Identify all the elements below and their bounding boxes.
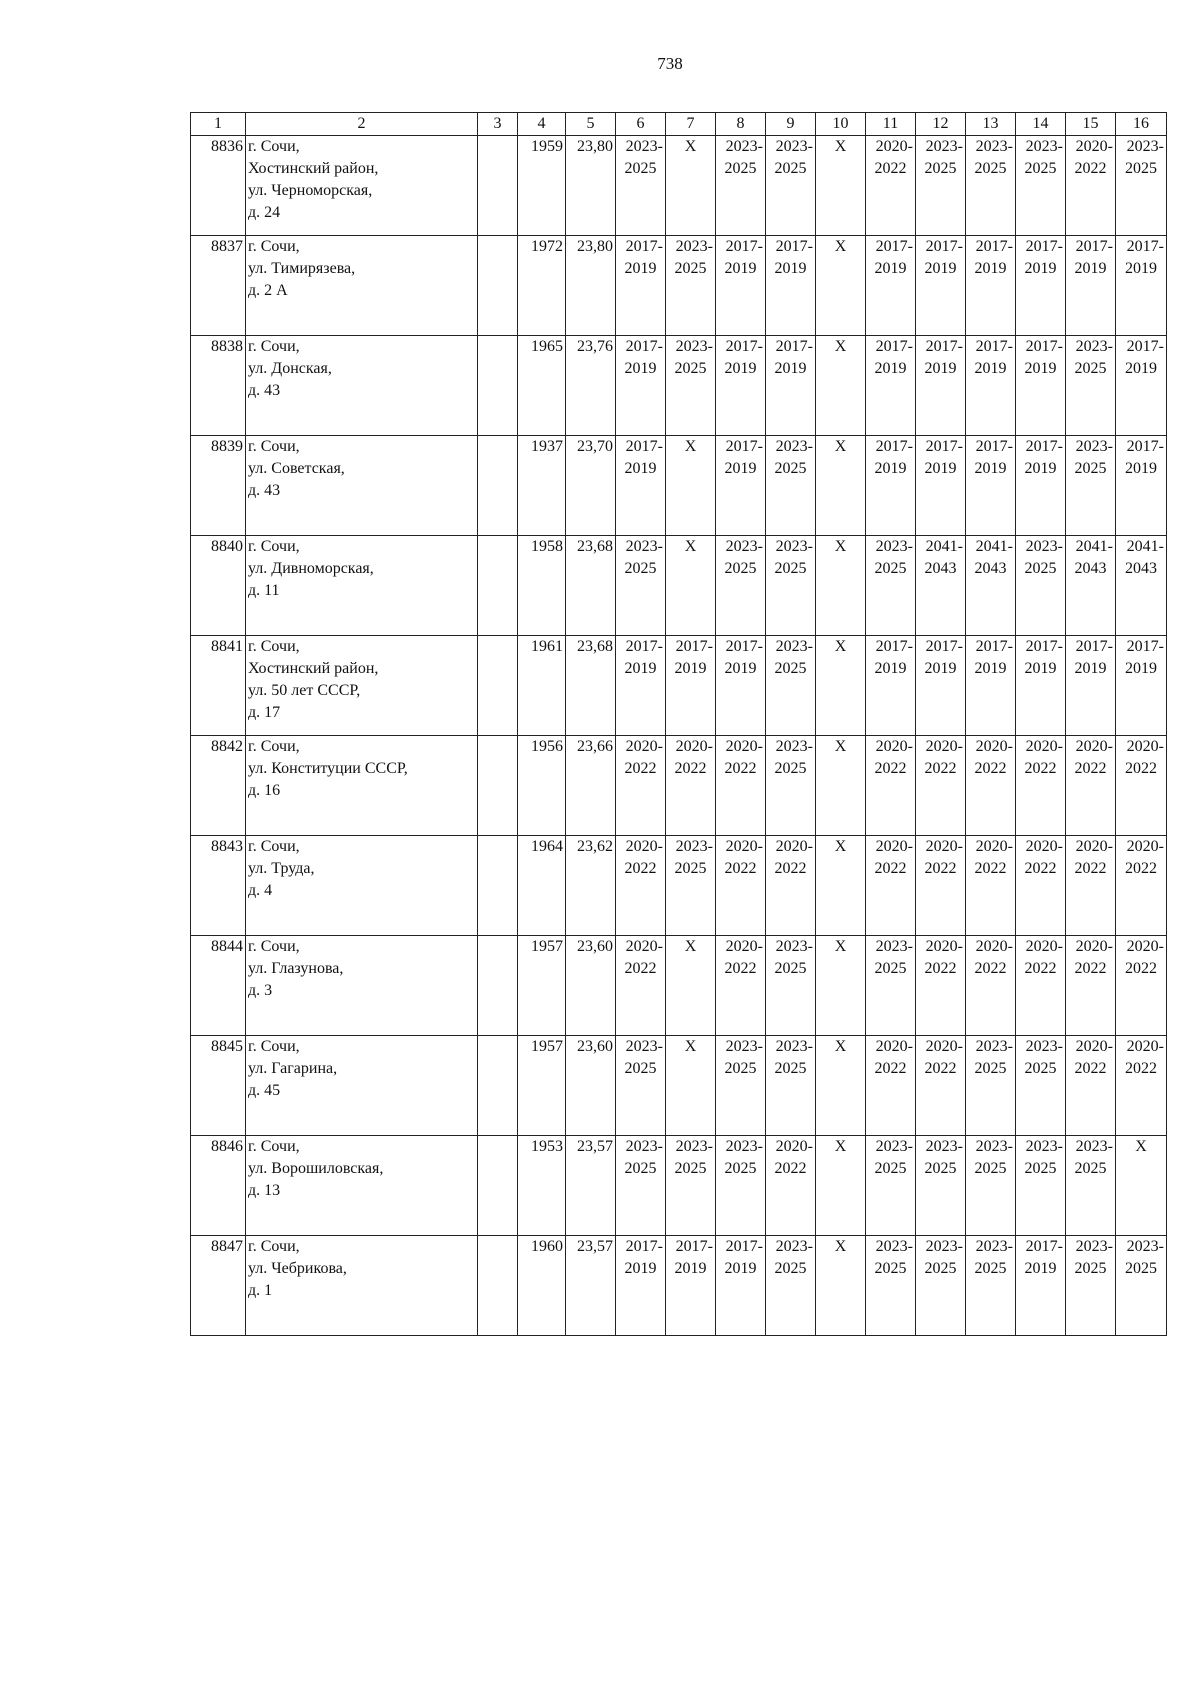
period-cell: 2023- 2025 bbox=[666, 836, 716, 936]
column-header-3: 3 bbox=[478, 113, 518, 136]
period-cell: 2023- 2025 bbox=[916, 136, 966, 236]
period-cell: 2017- 2019 bbox=[666, 1236, 716, 1336]
address-line: г. Сочи, bbox=[248, 1038, 300, 1055]
period-cell: 2023- 2025 bbox=[766, 536, 816, 636]
address-line: ул. Конституции СССР, bbox=[248, 760, 408, 777]
area-cell: 23,68 bbox=[566, 636, 616, 736]
address-cell bbox=[246, 136, 478, 236]
period-cell: 2023- 2025 bbox=[666, 236, 716, 336]
address-line: д. 43 bbox=[248, 482, 281, 499]
period-cell: X bbox=[816, 736, 866, 836]
address-line: д. 11 bbox=[248, 582, 280, 599]
period-cell: 2023- 2025 bbox=[616, 536, 666, 636]
period-cell: X bbox=[816, 936, 866, 1036]
area-cell: 23,68 bbox=[566, 536, 616, 636]
period-cell: 2017- 2019 bbox=[616, 636, 666, 736]
period-cell: 2023- 2025 bbox=[866, 536, 916, 636]
address-line: ул. Советская, bbox=[248, 460, 345, 477]
period-cell: 2023- 2025 bbox=[1066, 336, 1116, 436]
period-cell: 2020- 2022 bbox=[966, 836, 1016, 936]
period-cell: 2017- 2019 bbox=[616, 436, 666, 536]
period-cell: 2017- 2019 bbox=[716, 436, 766, 536]
address-line: ул. Чебрикова, bbox=[248, 1260, 347, 1277]
header-row bbox=[191, 113, 1167, 136]
period-cell: 2023- 2025 bbox=[666, 1136, 716, 1236]
period-cell: 2017- 2019 bbox=[866, 336, 916, 436]
period-cell: 2020- 2022 bbox=[866, 736, 916, 836]
address-line: г. Сочи, bbox=[248, 138, 300, 155]
column-header-7: 7 bbox=[666, 113, 716, 136]
period-cell: 2020- 2022 bbox=[966, 736, 1016, 836]
period-cell: 2020- 2022 bbox=[1116, 736, 1167, 836]
row-number: 8846 bbox=[191, 1136, 246, 1236]
column-header-5: 5 bbox=[566, 113, 616, 136]
table-row bbox=[191, 1136, 1167, 1236]
address-line: ул. Ворошиловская, bbox=[248, 1160, 384, 1177]
period-cell: 2023- 2025 bbox=[916, 1136, 966, 1236]
address-line: ул. Черноморская, bbox=[248, 182, 373, 199]
period-cell: 2023- 2025 bbox=[966, 1136, 1016, 1236]
column-header-2: 2 bbox=[246, 113, 478, 136]
period-cell: 2017- 2019 bbox=[916, 236, 966, 336]
column-header-13: 13 bbox=[966, 113, 1016, 136]
period-cell: 2023- 2025 bbox=[1016, 1136, 1066, 1236]
row-number: 8840 bbox=[191, 536, 246, 636]
period-cell: 2017- 2019 bbox=[866, 636, 916, 736]
period-cell: 2020- 2022 bbox=[1116, 936, 1167, 1036]
period-cell: 2023- 2025 bbox=[766, 1036, 816, 1136]
period-cell: 2023- 2025 bbox=[1016, 136, 1066, 236]
year-cell: 1957 bbox=[518, 1036, 566, 1136]
address-line: г. Сочи, bbox=[248, 1138, 300, 1155]
period-cell: 2017- 2019 bbox=[766, 336, 816, 436]
period-cell: 2020- 2022 bbox=[1066, 936, 1116, 1036]
period-cell: 2017- 2019 bbox=[1066, 636, 1116, 736]
row-number: 8838 bbox=[191, 336, 246, 436]
column-header-11: 11 bbox=[866, 113, 916, 136]
year-cell: 1965 bbox=[518, 336, 566, 436]
period-cell: 2023- 2025 bbox=[866, 936, 916, 1036]
address-cell bbox=[246, 936, 478, 1036]
period-cell: 2041- 2043 bbox=[1116, 536, 1167, 636]
address-cell bbox=[246, 836, 478, 936]
row-number: 8845 bbox=[191, 1036, 246, 1136]
year-cell: 1937 bbox=[518, 436, 566, 536]
period-cell: 2023- 2025 bbox=[866, 1136, 916, 1236]
table-row bbox=[191, 936, 1167, 1036]
period-cell: 2017- 2019 bbox=[716, 636, 766, 736]
period-cell: 2017- 2019 bbox=[716, 1236, 766, 1336]
column-header-8: 8 bbox=[716, 113, 766, 136]
period-cell: 2023- 2025 bbox=[716, 1136, 766, 1236]
period-cell: 2023- 2025 bbox=[966, 1236, 1016, 1336]
period-cell: 2017- 2019 bbox=[616, 336, 666, 436]
period-cell: 2017- 2019 bbox=[1016, 636, 1066, 736]
year-cell: 1956 bbox=[518, 736, 566, 836]
period-cell: 2017- 2019 bbox=[1066, 236, 1116, 336]
table-row bbox=[191, 336, 1167, 436]
period-cell: 2017- 2019 bbox=[966, 336, 1016, 436]
period-cell: 2020- 2022 bbox=[866, 136, 916, 236]
period-cell: 2023- 2025 bbox=[766, 936, 816, 1036]
row-number: 8844 bbox=[191, 936, 246, 1036]
empty-cell bbox=[478, 336, 518, 436]
period-cell: X bbox=[666, 136, 716, 236]
period-cell: 2017- 2019 bbox=[716, 336, 766, 436]
period-cell: 2023- 2025 bbox=[766, 736, 816, 836]
period-cell: 2017- 2019 bbox=[666, 636, 716, 736]
period-cell: 2023- 2025 bbox=[766, 636, 816, 736]
table-row bbox=[191, 1236, 1167, 1336]
period-cell: 2020- 2022 bbox=[1066, 1036, 1116, 1136]
address-line: д. 13 bbox=[248, 1182, 281, 1199]
row-number: 8839 bbox=[191, 436, 246, 536]
empty-cell bbox=[478, 836, 518, 936]
column-header-14: 14 bbox=[1016, 113, 1066, 136]
period-cell: 2020- 2022 bbox=[916, 736, 966, 836]
area-cell: 23,60 bbox=[566, 936, 616, 1036]
page-number: 738 bbox=[657, 54, 683, 73]
period-cell: 2023- 2025 bbox=[616, 1136, 666, 1236]
period-cell: 2020- 2022 bbox=[916, 936, 966, 1036]
address-line: ул. Глазунова, bbox=[248, 960, 344, 977]
area-cell: 23,62 bbox=[566, 836, 616, 936]
period-cell: 2017- 2019 bbox=[616, 236, 666, 336]
address-line: д. 3 bbox=[248, 982, 273, 999]
column-header-15: 15 bbox=[1066, 113, 1116, 136]
address-line: г. Сочи, bbox=[248, 638, 300, 655]
period-cell: 2023- 2025 bbox=[1066, 436, 1116, 536]
period-cell: 2020- 2022 bbox=[1066, 736, 1116, 836]
period-cell: 2020- 2022 bbox=[716, 736, 766, 836]
empty-cell bbox=[478, 436, 518, 536]
period-cell: 2017- 2019 bbox=[916, 336, 966, 436]
address-line: ул. Гагарина, bbox=[248, 1060, 338, 1077]
period-cell: 2023- 2025 bbox=[666, 336, 716, 436]
period-cell: X bbox=[816, 336, 866, 436]
period-cell: 2020- 2022 bbox=[1016, 736, 1066, 836]
period-cell: X bbox=[816, 1236, 866, 1336]
period-cell: X bbox=[816, 836, 866, 936]
address-line: Хостинский район, bbox=[248, 160, 379, 177]
period-cell: X bbox=[816, 536, 866, 636]
area-cell: 23,57 bbox=[566, 1136, 616, 1236]
period-cell: X bbox=[666, 1036, 716, 1136]
address-line: г. Сочи, bbox=[248, 238, 300, 255]
area-cell: 23,80 bbox=[566, 236, 616, 336]
address-line: г. Сочи, bbox=[248, 1238, 300, 1255]
table-row bbox=[191, 1036, 1167, 1136]
address-cell bbox=[246, 1036, 478, 1136]
period-cell: 2023- 2025 bbox=[1116, 1236, 1167, 1336]
empty-cell bbox=[478, 136, 518, 236]
address-line: г. Сочи, bbox=[248, 538, 300, 555]
column-header-6: 6 bbox=[616, 113, 666, 136]
period-cell: 2017- 2019 bbox=[766, 236, 816, 336]
address-cell bbox=[246, 336, 478, 436]
period-cell: 2017- 2019 bbox=[716, 236, 766, 336]
address-line: г. Сочи, bbox=[248, 838, 300, 855]
row-number: 8836 bbox=[191, 136, 246, 236]
period-cell: 2017- 2019 bbox=[916, 636, 966, 736]
period-cell: 2020- 2022 bbox=[966, 936, 1016, 1036]
empty-cell bbox=[478, 636, 518, 736]
period-cell: 2017- 2019 bbox=[916, 436, 966, 536]
period-cell: 2023- 2025 bbox=[616, 136, 666, 236]
period-cell: 2020- 2022 bbox=[866, 836, 916, 936]
period-cell: 2020- 2022 bbox=[616, 936, 666, 1036]
period-cell: 2020- 2022 bbox=[616, 836, 666, 936]
address-line: д. 17 bbox=[248, 704, 281, 721]
address-line: г. Сочи, bbox=[248, 738, 300, 755]
period-cell: 2023- 2025 bbox=[866, 1236, 916, 1336]
period-cell: 2020- 2022 bbox=[766, 1136, 816, 1236]
period-cell: 2023- 2025 bbox=[716, 536, 766, 636]
period-cell: 2017- 2019 bbox=[966, 236, 1016, 336]
period-cell: 2017- 2019 bbox=[1116, 336, 1167, 436]
table-row bbox=[191, 736, 1167, 836]
address-line: д. 4 bbox=[248, 882, 273, 899]
empty-cell bbox=[478, 1036, 518, 1136]
column-header-12: 12 bbox=[916, 113, 966, 136]
period-cell: X bbox=[816, 1136, 866, 1236]
year-cell: 1964 bbox=[518, 836, 566, 936]
period-cell: 2023- 2025 bbox=[766, 1236, 816, 1336]
year-cell: 1972 bbox=[518, 236, 566, 336]
address-line: ул. Труда, bbox=[248, 860, 315, 877]
period-cell: 2020- 2022 bbox=[716, 836, 766, 936]
period-cell: X bbox=[666, 536, 716, 636]
period-cell: 2023- 2025 bbox=[916, 1236, 966, 1336]
period-cell: 2023- 2025 bbox=[716, 1036, 766, 1136]
period-cell: X bbox=[816, 1036, 866, 1136]
period-cell: 2023- 2025 bbox=[1066, 1236, 1116, 1336]
period-cell: X bbox=[816, 136, 866, 236]
period-cell: 2017- 2019 bbox=[1116, 436, 1167, 536]
period-cell: 2020- 2022 bbox=[1066, 136, 1116, 236]
address-cell bbox=[246, 236, 478, 336]
address-line: д. 24 bbox=[248, 204, 281, 221]
period-cell: 2023- 2025 bbox=[1016, 536, 1066, 636]
period-cell: 2023- 2025 bbox=[966, 136, 1016, 236]
period-cell: 2041- 2043 bbox=[916, 536, 966, 636]
row-number: 8842 bbox=[191, 736, 246, 836]
period-cell: 2020- 2022 bbox=[866, 1036, 916, 1136]
period-cell: 2023- 2025 bbox=[766, 436, 816, 536]
period-cell: 2023- 2025 bbox=[616, 1036, 666, 1136]
address-cell bbox=[246, 636, 478, 736]
empty-cell bbox=[478, 936, 518, 1036]
period-cell: X bbox=[816, 236, 866, 336]
area-cell: 23,57 bbox=[566, 1236, 616, 1336]
address-line: г. Сочи, bbox=[248, 438, 300, 455]
period-cell: 2017- 2019 bbox=[1016, 336, 1066, 436]
empty-cell bbox=[478, 236, 518, 336]
column-header-1: 1 bbox=[191, 113, 246, 136]
period-cell: X bbox=[1116, 1136, 1167, 1236]
address-line: ул. Донская, bbox=[248, 360, 332, 377]
period-cell: X bbox=[816, 436, 866, 536]
address-line: д. 45 bbox=[248, 1082, 281, 1099]
address-line: д. 43 bbox=[248, 382, 281, 399]
period-cell: 2017- 2019 bbox=[966, 636, 1016, 736]
year-cell: 1961 bbox=[518, 636, 566, 736]
period-cell: 2017- 2019 bbox=[1016, 436, 1066, 536]
period-cell: 2023- 2025 bbox=[1016, 1036, 1066, 1136]
row-number: 8843 bbox=[191, 836, 246, 936]
area-cell: 23,60 bbox=[566, 1036, 616, 1136]
address-line: Хостинский район, bbox=[248, 660, 379, 677]
area-cell: 23,76 bbox=[566, 336, 616, 436]
address-line: ул. Тимирязева, bbox=[248, 260, 356, 277]
period-cell: 2020- 2022 bbox=[1116, 1036, 1167, 1136]
period-cell: 2017- 2019 bbox=[866, 436, 916, 536]
period-cell: 2020- 2022 bbox=[766, 836, 816, 936]
period-cell: 2023- 2025 bbox=[1116, 136, 1167, 236]
address-line: д. 1 bbox=[248, 1282, 273, 1299]
period-cell: 2041- 2043 bbox=[966, 536, 1016, 636]
address-cell bbox=[246, 436, 478, 536]
empty-cell bbox=[478, 1236, 518, 1336]
table-row bbox=[191, 536, 1167, 636]
period-cell: 2020- 2022 bbox=[1066, 836, 1116, 936]
address-line: д. 16 bbox=[248, 782, 281, 799]
period-cell: X bbox=[666, 436, 716, 536]
table-row bbox=[191, 636, 1167, 736]
year-cell: 1958 bbox=[518, 536, 566, 636]
period-cell: 2017- 2019 bbox=[1116, 236, 1167, 336]
period-cell: 2020- 2022 bbox=[716, 936, 766, 1036]
address-line: г. Сочи, bbox=[248, 938, 300, 955]
period-cell: 2020- 2022 bbox=[916, 836, 966, 936]
period-cell: 2023- 2025 bbox=[766, 136, 816, 236]
period-cell: 2020- 2022 bbox=[1016, 936, 1066, 1036]
table-row bbox=[191, 136, 1167, 236]
period-cell: 2020- 2022 bbox=[1016, 836, 1066, 936]
period-cell: 2017- 2019 bbox=[866, 236, 916, 336]
period-cell: 2023- 2025 bbox=[1066, 1136, 1116, 1236]
period-cell: X bbox=[816, 636, 866, 736]
area-cell: 23,66 bbox=[566, 736, 616, 836]
period-cell: 2020- 2022 bbox=[616, 736, 666, 836]
period-cell: 2023- 2025 bbox=[716, 136, 766, 236]
area-cell: 23,70 bbox=[566, 436, 616, 536]
period-cell: 2041- 2043 bbox=[1066, 536, 1116, 636]
period-cell: 2017- 2019 bbox=[1116, 636, 1167, 736]
year-cell: 1960 bbox=[518, 1236, 566, 1336]
address-cell bbox=[246, 536, 478, 636]
period-cell: X bbox=[666, 936, 716, 1036]
address-line: ул. Дивноморская, bbox=[248, 560, 374, 577]
year-cell: 1959 bbox=[518, 136, 566, 236]
row-number: 8841 bbox=[191, 636, 246, 736]
area-cell: 23,80 bbox=[566, 136, 616, 236]
address-cell bbox=[246, 736, 478, 836]
address-cell bbox=[246, 1236, 478, 1336]
column-header-10: 10 bbox=[816, 113, 866, 136]
address-line: ул. 50 лет СССР, bbox=[248, 682, 361, 699]
period-cell: 2017- 2019 bbox=[966, 436, 1016, 536]
period-cell: 2017- 2019 bbox=[616, 1236, 666, 1336]
row-number: 8837 bbox=[191, 236, 246, 336]
table-row bbox=[191, 436, 1167, 536]
period-cell: 2020- 2022 bbox=[666, 736, 716, 836]
year-cell: 1957 bbox=[518, 936, 566, 1036]
address-cell bbox=[246, 1136, 478, 1236]
table-row bbox=[191, 836, 1167, 936]
period-cell: 2020- 2022 bbox=[1116, 836, 1167, 936]
period-cell: 2017- 2019 bbox=[1016, 1236, 1066, 1336]
empty-cell bbox=[478, 536, 518, 636]
column-header-4: 4 bbox=[518, 113, 566, 136]
period-cell: 2023- 2025 bbox=[966, 1036, 1016, 1136]
column-header-9: 9 bbox=[766, 113, 816, 136]
register-table bbox=[190, 112, 1167, 1336]
empty-cell bbox=[478, 1136, 518, 1236]
column-header-16: 16 bbox=[1116, 113, 1167, 136]
table-row bbox=[191, 236, 1167, 336]
empty-cell bbox=[478, 736, 518, 836]
period-cell: 2020- 2022 bbox=[916, 1036, 966, 1136]
row-number: 8847 bbox=[191, 1236, 246, 1336]
address-line: д. 2 А bbox=[248, 282, 288, 299]
period-cell: 2017- 2019 bbox=[1016, 236, 1066, 336]
year-cell: 1953 bbox=[518, 1136, 566, 1236]
address-line: г. Сочи, bbox=[248, 338, 300, 355]
